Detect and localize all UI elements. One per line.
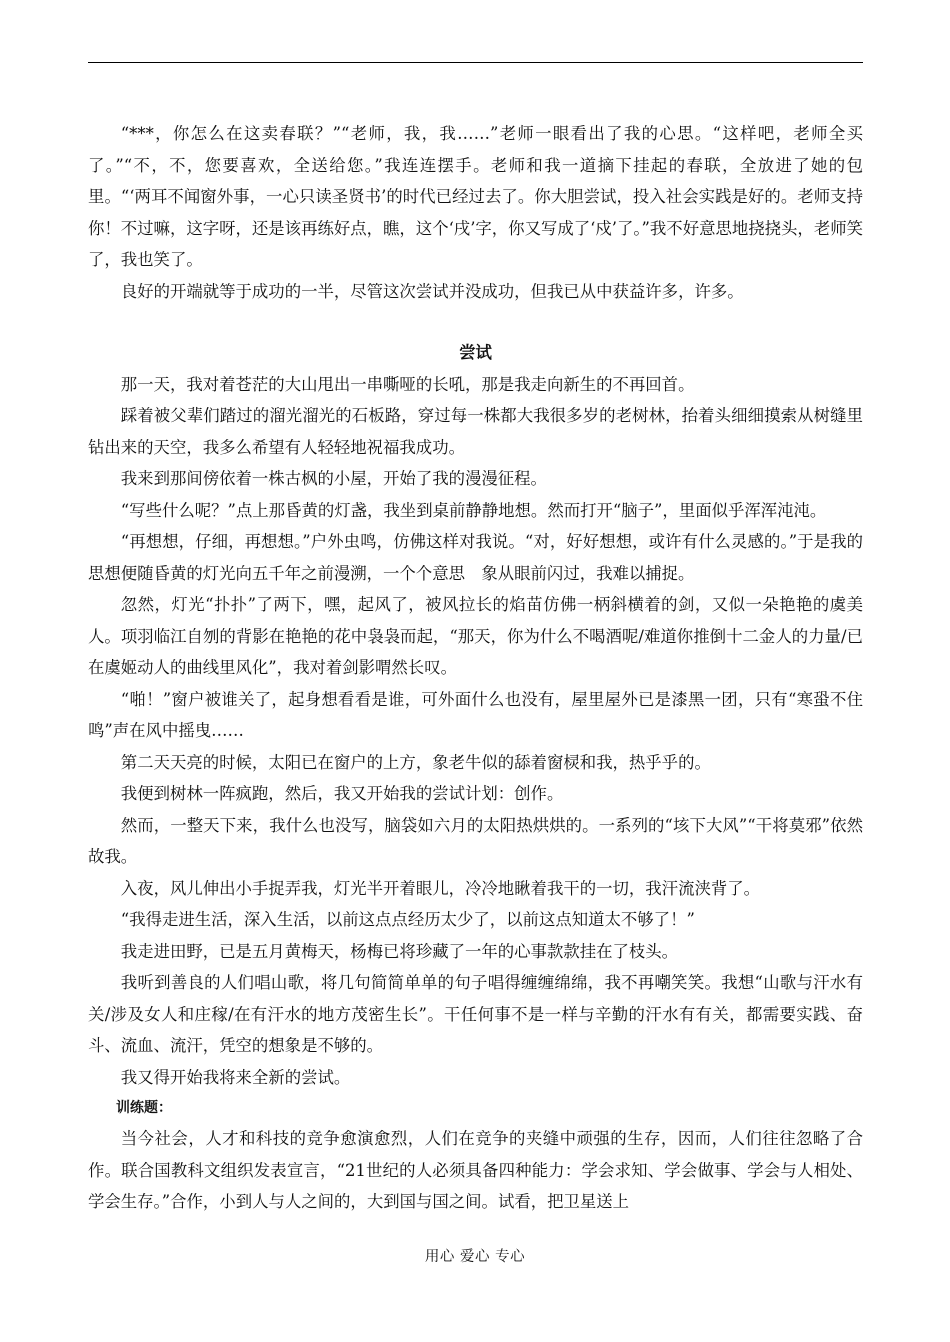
essay-paragraph: 踩着被父辈们踏过的溜光溜光的石板路，穿过每一株都大我很多岁的老树林，抬着头细细摸索从树缝里钻出来的天空，我多么希望有人轻轻地祝福我成功。 <box>88 406 863 457</box>
essay-paragraph: “写些什么呢？”点上那昏黄的灯盏，我坐到桌前静静地想。然而打开“脑子”，里面似乎浑浑沌沌。 <box>120 500 827 520</box>
essay-paragraph: “再想想，仔细，再想想。”户外虫鸣，仿佛这样对我说。“对，好好想想，或许有什么灵感的。”于是我的思想便随昏黄的灯光向五千年之前漫溯，一个个意思 象从眼前闪过，我难以捕捉。 <box>88 532 863 583</box>
document-body <box>88 118 863 1218</box>
training-paragraph: 当今社会，人才和科技的竞争愈演愈烈，人们在竞争的夹缝中顽强的生存，因而，人们往往忽略了合作。联合国教科文组织发表宣言，“21世纪的人必须具备四种能力：学会求知、学会做事、学会与人相处、学会生存。”合作，小到人与人之间的，大到国与国之间。试看，把卫星送上 <box>88 1129 863 1211</box>
essay-title: 尝试 <box>459 343 492 362</box>
essay-paragraph: 我来到那间傍依着一株古枫的小屋，开始了我的漫漫征程。 <box>120 469 547 488</box>
essay-paragraph: 我便到树林一阵疯跑，然后，我又开始我的尝试计划：创作。 <box>120 784 564 803</box>
essay-paragraph: 入夜，风儿伸出小手捉弄我，灯光半开着眼儿，冷冷地瞅着我干的一切，我汗流浃背了。 <box>120 878 761 898</box>
training-label: 训练题： <box>116 1100 172 1116</box>
essay-paragraph: 我又得开始我将来全新的尝试。 <box>120 1067 351 1087</box>
essay-paragraph: 忽然，灯光“扑扑”了两下，嘿，起风了，被风拉长的焰苗仿佛一柄斜横着的剑，又似一朵艳艳的虞美人。项羽临江自刎的背影在艳艳的花中袅袅而起，“那天，你为什么不喝酒呢/难道你推倒十二金人的力量/已在虞姬动人的曲线里风化”，我对着剑影喟然长叹。 <box>88 595 863 677</box>
section-spacer <box>88 307 863 337</box>
intro-paragraph: 良好的开端就等于成功的一半，尽管这次尝试并没成功，但我已从中获益许多，许多。 <box>120 281 744 301</box>
essay-paragraph: 第二天天亮的时候，太阳已在窗户的上方，象老牛似的舔着窗棂和我，热乎乎的。 <box>120 752 711 772</box>
essay-paragraph: 我走进田野，已是五月黄梅天，杨梅已将珍藏了一年的心事款款挂在了枝头。 <box>120 941 679 961</box>
essay-paragraph: “我得走进生活，深入生活，以前这点点经历太少了，以前这点知道太不够了！” <box>120 910 695 929</box>
intro-paragraph: “***，你怎么在这卖春联？”“老师，我，我……”老师一眼看出了我的心思。“这样吧，老师全买了。”“不，不，您要喜欢，全送给您。”我连连摆手。老师和我一道摘下挂起的春联，全放进了她的包里。“‘两耳不闻窗外事，一心只读圣贤书’的时代已经过去了。你大胆尝试，投入社会实践是好的。老师支持你！不过嘛，这字呀，还是该再练好点，瞧，这个‘戌’字，你又写成了‘戍’了。”我不好意思地挠挠头，老师笑了，我也笑了。 <box>88 124 863 269</box>
header-rule <box>88 62 863 63</box>
page-footer: 用心 爱心 专心 <box>424 1249 526 1265</box>
essay-paragraph: 然而，一整天下来，我什么也没写，脑袋如六月的太阳热烘烘的。一系列的“垓下大风”“干将莫邪”依然故我。 <box>88 815 863 866</box>
essay-paragraph: 我听到善良的人们唱山歌，将几句简简单单的句子唱得缠缠绵绵，我不再嘲笑笑。我想“山歌与汗水有关/涉及女人和庄稼/在有汗水的地方茂密生长”。干任何事不是一样与辛勤的汗水有有关，都需要实践、奋斗、流血、流汗，凭空的想象是不够的。 <box>88 973 863 1055</box>
essay-paragraph: 那一天，我对着苍茫的大山甩出一串嘶哑的长吼，那是我走向新生的不再回首。 <box>120 374 695 394</box>
essay-paragraph: “啪！”窗户被谁关了，起身想看看是谁，可外面什么也没有，屋里屋外已是漆黑一团，只有“寒蛩不住鸣”声在风中摇曳…… <box>88 689 863 740</box>
